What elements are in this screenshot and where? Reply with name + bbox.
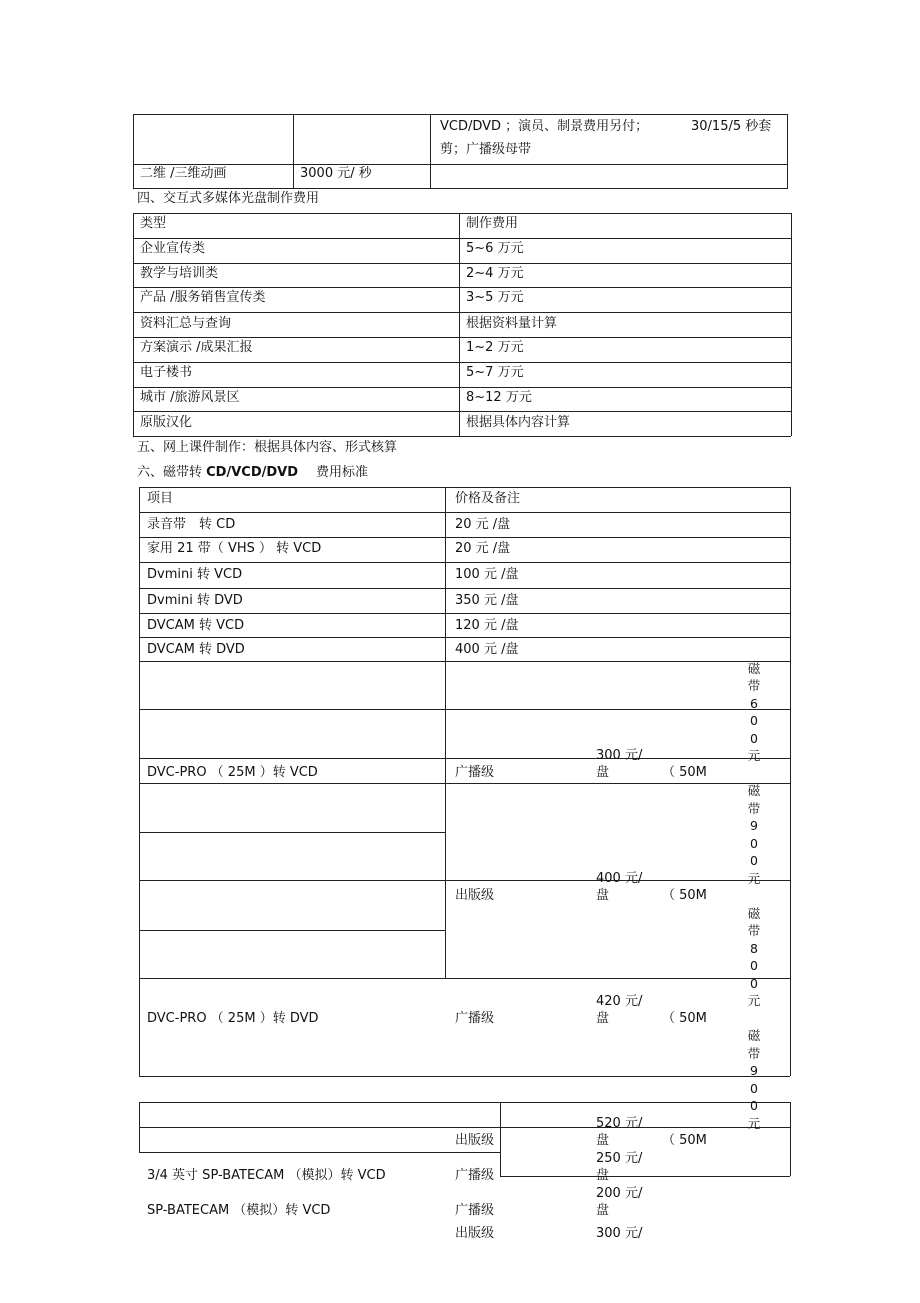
- note-char: 9: [750, 1063, 758, 1078]
- note-char: 带: [747, 678, 761, 693]
- table-cell: 3/4 英寸 SP-BATECAM （模拟）转 VCD: [147, 1168, 386, 1183]
- table-cell: 录音带 转 CD: [147, 517, 236, 532]
- price-unit: 元/: [624, 748, 643, 763]
- table-cell: 根据资料量计算: [466, 316, 558, 331]
- table-cell: 400 元 /盘: [455, 642, 519, 657]
- table-header-cell: 项目: [147, 491, 174, 506]
- table-cell: Dvmini 转 VCD: [147, 567, 243, 582]
- section6-heading-pre: 六、磁带转: [137, 465, 207, 480]
- note-char: 带: [747, 1046, 761, 1061]
- note-char: 元: [747, 748, 761, 763]
- table-cell: 8~12 万元: [466, 390, 532, 405]
- price-value: 200: [596, 1186, 621, 1201]
- note-char: 0: [750, 958, 758, 973]
- price-unit: 元/: [624, 871, 643, 886]
- note-char: 0: [750, 1098, 758, 1113]
- price-pan: 盘: [596, 1203, 610, 1218]
- table-cell: 电子楼书: [140, 365, 193, 380]
- table-cell: 资料汇总与查询: [140, 316, 232, 331]
- price-note: （ 50M: [662, 765, 707, 780]
- table-header-cell: 制作费用: [466, 216, 519, 231]
- quality-label: 广播级: [455, 765, 495, 780]
- top-cell-text: 剪；广播级母带: [440, 142, 532, 157]
- table-cell: Dvmini 转 DVD: [147, 593, 243, 608]
- price-note: （ 50M: [662, 1011, 707, 1026]
- table-cell: 教学与培训类: [140, 266, 219, 281]
- price-value: 300: [596, 1226, 621, 1241]
- section6-heading: [137, 465, 368, 481]
- note-char: 带: [747, 923, 761, 938]
- price-value: 520: [596, 1116, 621, 1131]
- table-header-cell: 价格及备注: [455, 491, 521, 506]
- note-char: 9: [750, 818, 758, 833]
- table-cell: 产品 /服务销售宣传类: [140, 290, 266, 305]
- note-char: 0: [750, 1081, 758, 1096]
- note-char: 带: [747, 801, 761, 816]
- table-cell: 根据具体内容计算: [466, 415, 571, 430]
- price-pan: 盘: [596, 1011, 610, 1026]
- note-char: 磁: [747, 1028, 761, 1043]
- table-cell: 5~7 万元: [466, 365, 524, 380]
- table-cell: DVCAM 转 VCD: [147, 618, 245, 633]
- quality-label: 出版级: [455, 888, 495, 903]
- quality-label: 广播级: [455, 1203, 495, 1218]
- table-cell: 方案演示 /成果汇报: [140, 340, 253, 355]
- price-pan: 盘: [596, 888, 610, 903]
- table-cell: 20 元 /盘: [455, 541, 511, 556]
- table-cell: 5~6 万元: [466, 241, 524, 256]
- table-cell: 家用 21 带（ VHS ） 转 VCD: [147, 541, 322, 556]
- top-cell-text: 3000 元/ 秒: [300, 166, 372, 181]
- top-cell-text: 二维 /三维动画: [140, 166, 227, 181]
- table-cell: 2~4 万元: [466, 266, 524, 281]
- table-cell: 3~5 万元: [466, 290, 524, 305]
- note-char: 元: [747, 1116, 761, 1131]
- note-char: 0: [750, 836, 758, 851]
- top-cell-text: 30/15/5 秒套: [691, 119, 772, 134]
- top-cell-text: VCD/DVD ；演员、制景费用另付；: [440, 119, 649, 134]
- price-unit: 元/: [624, 1116, 643, 1131]
- note-char: 0: [750, 853, 758, 868]
- section5-text: 五、网上课件制作：根据具体内容、形式核算: [137, 440, 398, 455]
- note-char: 8: [750, 941, 758, 956]
- price-pan: 盘: [596, 1168, 610, 1183]
- table-cell: DVC-PRO （ 25M ）转 DVD: [147, 1011, 319, 1026]
- quality-label: 广播级: [455, 1168, 495, 1183]
- table-cell: DVCAM 转 DVD: [147, 642, 245, 657]
- table-cell: SP-BATECAM （模拟）转 VCD: [147, 1203, 331, 1218]
- table-cell: 企业宣传类: [140, 241, 206, 256]
- table-cell: 100 元 /盘: [455, 567, 519, 582]
- note-char: 磁: [747, 661, 761, 676]
- note-char: 元: [747, 871, 761, 886]
- note-char: 元: [747, 993, 761, 1008]
- section6-heading-bold: CD/VCD/DVD: [206, 465, 299, 480]
- price-value: 300: [596, 748, 621, 763]
- table-header-cell: 类型: [140, 216, 167, 231]
- table-cell: DVC-PRO （ 25M ）转 VCD: [147, 765, 318, 780]
- section6-heading-post: 费用标准: [316, 465, 369, 480]
- table-cell: 350 元 /盘: [455, 593, 519, 608]
- quality-label: 出版级: [455, 1133, 495, 1148]
- table-cell: 原版汉化: [140, 415, 193, 430]
- table-cell: 120 元 /盘: [455, 618, 519, 633]
- price-pan: 盘: [596, 1133, 610, 1148]
- price-note: （ 50M: [662, 1133, 707, 1148]
- quality-label: 出版级: [455, 1226, 495, 1241]
- note-char: 磁: [747, 783, 761, 798]
- note-char: 0: [750, 731, 758, 746]
- price-unit: 元/: [624, 994, 643, 1009]
- price-value: 420: [596, 994, 621, 1009]
- price-unit: 元/: [624, 1226, 643, 1241]
- note-char: 6: [750, 696, 758, 711]
- table-cell: 1~2 万元: [466, 340, 524, 355]
- quality-label: 广播级: [455, 1011, 495, 1026]
- table-cell: 城市 /旅游风景区: [140, 390, 240, 405]
- note-char: 0: [750, 976, 758, 991]
- price-unit: 元/: [624, 1151, 643, 1166]
- price-pan: 盘: [596, 765, 610, 780]
- price-value: 400: [596, 871, 621, 886]
- table-cell: 20 元 /盘: [455, 517, 511, 532]
- note-char: 磁: [747, 906, 761, 921]
- price-note: （ 50M: [662, 888, 707, 903]
- section4-heading: 四、交互式多媒体光盘制作费用: [137, 191, 320, 206]
- price-unit: 元/: [624, 1186, 643, 1201]
- note-char: 0: [750, 713, 758, 728]
- price-value: 250: [596, 1151, 621, 1166]
